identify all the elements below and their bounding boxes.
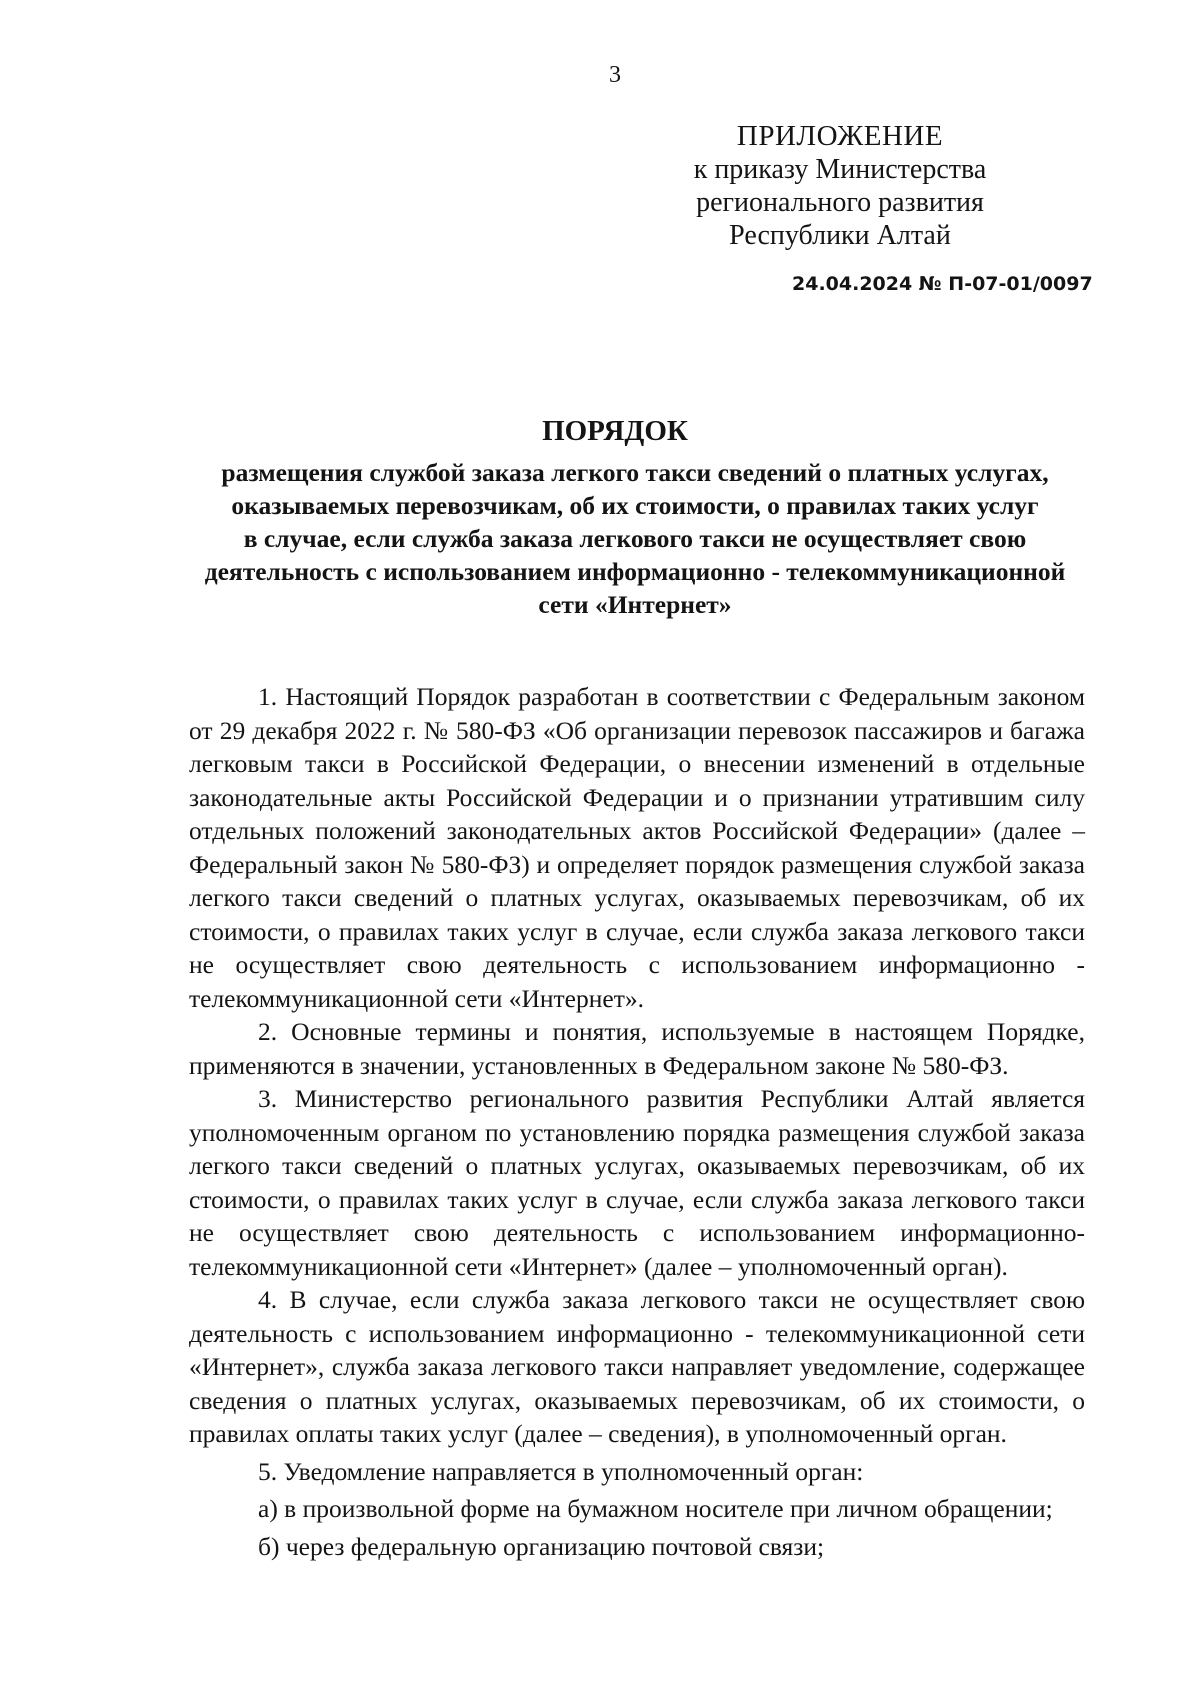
page-number: 3 <box>609 62 621 88</box>
appendix-block <box>640 120 1040 252</box>
order-reference: 24.04.2024 № П-07-01/0097 <box>792 273 1093 295</box>
document-title: ПОРЯДОК <box>542 415 688 447</box>
list-item-b: б) через федеральную организацию почтовой связи; <box>258 1531 825 1561</box>
paragraph-2: 2. Основные термины и понятия, используемые в настоящем Порядке, применяются в значении, установленных в Федеральном законе № 580-ФЗ. <box>189 1017 1085 1080</box>
appendix-line-3: Республики Алтай <box>729 220 951 251</box>
paragraph-4: 4. В случае, если служба заказа легкового такси не осуществляет свою деятельность с использованием информационно - телекоммуникационной сети «Интернет», служба заказа легкового такси направляет уведомление, содержащее сведения о платных услугах, оказываемых перевозчикам, об их стоимости, о правилах оплаты таких услуг (далее – сведения), в уполномоченный орган. <box>189 1285 1085 1448</box>
appendix-line-2: регионального развития <box>696 187 984 218</box>
subtitle-line: деятельность с использованием информационно - телекоммуникационной <box>204 557 1066 586</box>
subtitle-line: оказываемых перевозчикам, об их стоимости, о правилах таких услуг <box>231 491 1039 520</box>
subtitle-line: сети «Интернет» <box>538 590 732 619</box>
appendix-heading: ПРИЛОЖЕНИЕ <box>736 120 944 152</box>
subtitle-line: в случае, если служба заказа легкового такси не осуществляет свою <box>243 524 1027 553</box>
appendix-line-1: к приказу Министерства <box>693 154 987 185</box>
paragraph-1: 1. Настоящий Порядок разработан в соответствии с Федеральным законом от 29 декабря 2022 г. № 580-ФЗ «Об организации перевозок пассажиров и багажа легковым такси в Российской Федерации, о внесении изменений в отдельные законодательные акты Российской Федерации и о признании утратившим силу отдельных положений законодательных актов Российской Федерации» (далее – Федеральный закон № 580-ФЗ) и определяет порядок размещения службой заказа легкого такси сведений о платных услугах, оказываемых перевозчикам, об их стоимости, о правилах таких услуг в случае, если служба заказа легкового такси не осуществляет свою деятельность с использованием информационно - телекоммуникационной сети «Интернет». <box>189 682 1085 1013</box>
document-body <box>189 680 1085 1563</box>
paragraph-3: 3. Министерство регионального развития Республики Алтай является уполномоченным органом по установлению порядка размещения службой заказа легкого такси сведений о платных услугах, оказываемых перевозчикам, об их стоимости, о правилах таких услуг в случае, если служба заказа легкового такси не осуществляет свою деятельность с использованием информационно-телекоммуникационной сети «Интернет» (далее – уполномоченный орган). <box>189 1084 1085 1281</box>
list-item-a: а) в произвольной форме на бумажном носителе при личном обращении; <box>258 1494 1053 1523</box>
subtitle-line: размещения службой заказа легкого такси сведений о платных услугах, <box>221 458 1049 487</box>
document-subtitle <box>185 456 1085 621</box>
paragraph-5: 5. Уведомление направляется в уполномоченный орган: <box>258 1456 864 1486</box>
